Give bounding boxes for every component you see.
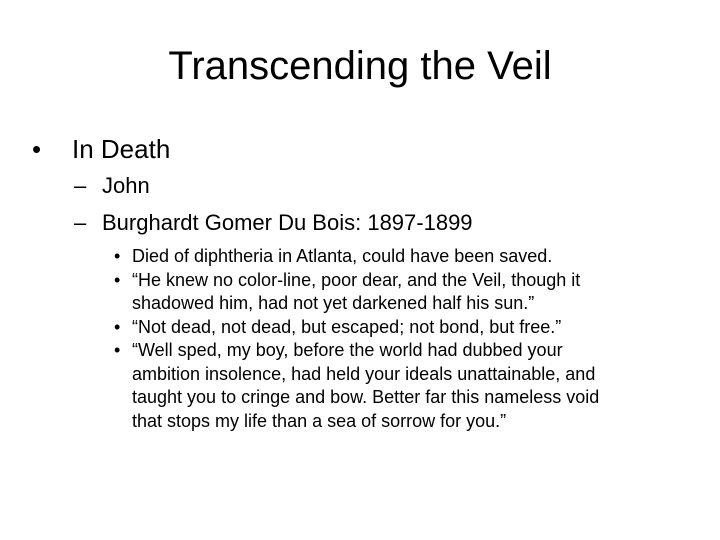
detail-line: taught you to cringe and bow. Better far this nameless void — [132, 387, 600, 407]
sub-bullet-burghardt — [74, 209, 473, 237]
detail-line: ambition insolence, had held your ideals unattainable, and — [132, 363, 596, 384]
detail-line: that stops my life than a sea of sorrow for you.” — [132, 410, 507, 431]
detail-line: Died of diphtheria in Atlanta, could have been saved. — [132, 246, 553, 266]
detail-item — [114, 339, 680, 433]
bullet-dot-icon: • — [114, 316, 121, 337]
sub-bullet-text: John — [102, 173, 150, 198]
bullet-dot-icon: • — [114, 269, 121, 290]
sub-bullet-john — [74, 172, 150, 200]
bullet-dot-icon: • — [32, 134, 42, 164]
bullet-dot-icon: • — [114, 246, 121, 266]
bullet-text: In Death — [72, 134, 171, 164]
bullet-in-death — [32, 133, 170, 165]
detail-item — [114, 316, 680, 340]
detail-line: shadowed him, had not yet darkened half his sun.” — [132, 293, 535, 313]
detail-list — [114, 245, 680, 433]
detail-line: “Well sped, my boy, before the world had dubbed your — [132, 340, 563, 360]
detail-line: “He knew no color-line, poor dear, and the Veil, though it — [132, 269, 581, 290]
bullet-dot-icon: • — [114, 340, 121, 360]
detail-item — [114, 269, 680, 316]
detail-line: “Not dead, not dead, but escaped; not bond, but free.” — [132, 316, 562, 337]
dash-icon: – — [74, 173, 87, 198]
dash-icon: – — [74, 210, 87, 235]
detail-item — [114, 245, 680, 269]
sub-bullet-text: Burghardt Gomer Du Bois: 1897-1899 — [102, 210, 473, 235]
slide-title: Transcending the Veil — [168, 44, 552, 88]
